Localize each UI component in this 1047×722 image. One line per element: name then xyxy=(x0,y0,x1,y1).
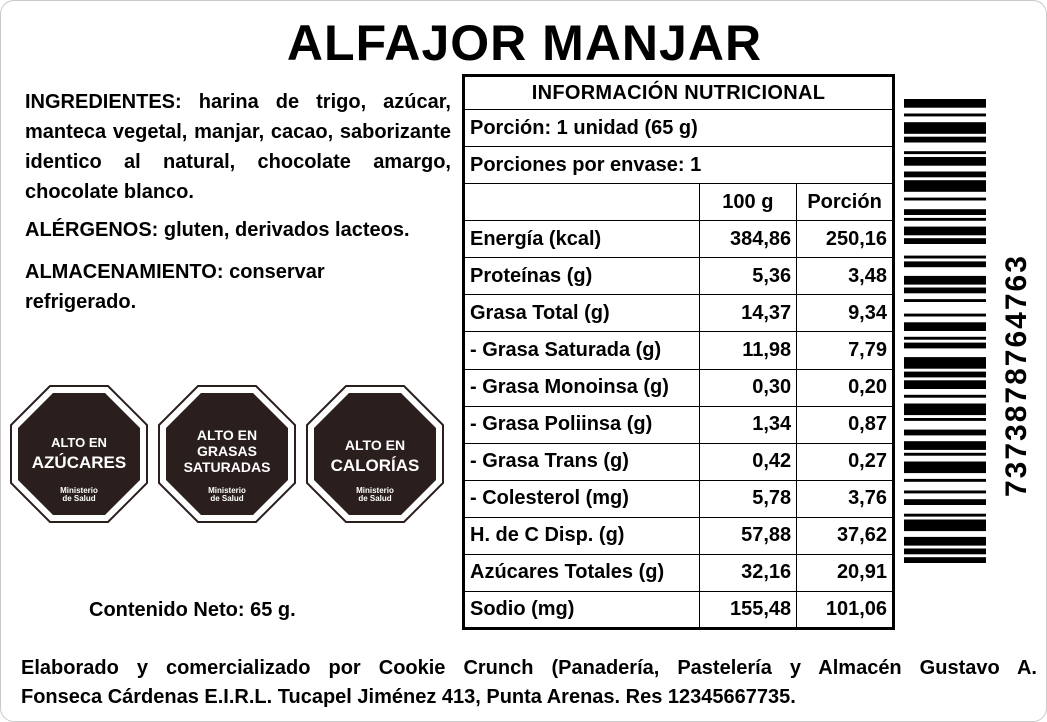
seal-authority xyxy=(187,487,267,503)
barcode-bar xyxy=(904,430,986,436)
nutrient-name: Proteínas (g) xyxy=(464,258,700,295)
nutrition-rows xyxy=(464,221,894,629)
nutrient-row xyxy=(464,406,894,443)
nutrient-row xyxy=(464,554,894,591)
servings-per-container: Porciones por envase: 1 xyxy=(464,147,894,184)
barcode-bar xyxy=(904,537,986,546)
barcode-bar xyxy=(904,198,986,201)
nutrition-facts-table xyxy=(462,74,895,630)
serving-size: Porción: 1 unidad (65 g) xyxy=(464,110,894,147)
column-header-100g: 100 g xyxy=(699,184,797,221)
barcode-bar xyxy=(904,520,986,532)
nutrient-row xyxy=(464,332,894,369)
net-content: Contenido Neto: 65 g. xyxy=(89,599,296,621)
nutrient-per-100g: 384,86 xyxy=(699,221,797,258)
footer-line2: Fonseca Cárdenas E.I.R.L. Tucapel Jiménez 413, Punta Arenas. Res 12345667735. xyxy=(21,686,796,708)
barcode-bar xyxy=(904,549,986,555)
column-header-row xyxy=(464,184,894,221)
seal-line1: ALTO EN xyxy=(51,435,107,450)
nutrient-per-portion: 3,76 xyxy=(797,480,894,517)
nutrient-per-portion: 101,06 xyxy=(797,591,894,628)
column-header-portion: Porción xyxy=(797,184,894,221)
seal-alto-calorias xyxy=(305,384,445,524)
barcode-bar xyxy=(904,99,986,108)
nutrient-per-100g: 1,34 xyxy=(699,406,797,443)
nutrient-row xyxy=(464,443,894,480)
barcode-bar xyxy=(904,209,986,215)
nutrient-name: Sodio (mg) xyxy=(464,591,700,628)
seal-authority-line1: Ministerio xyxy=(356,486,394,495)
nutrient-per-100g: 57,88 xyxy=(699,517,797,554)
barcode-bar xyxy=(904,372,986,378)
barcode-bar xyxy=(904,479,986,482)
barcode-bar xyxy=(904,299,986,302)
nutrient-name: - Grasa Trans (g) xyxy=(464,443,700,480)
nutrient-per-100g: 0,30 xyxy=(699,369,797,406)
barcode-bar xyxy=(904,288,986,294)
seal-authority-line1: Ministerio xyxy=(60,486,98,495)
nutrient-row xyxy=(464,517,894,554)
barcode-bar xyxy=(904,261,986,267)
barcode-bar xyxy=(904,122,986,134)
nutrient-name: - Grasa Monoinsa (g) xyxy=(464,369,700,406)
seal-alto-azucares xyxy=(9,384,149,524)
serving-row xyxy=(464,110,894,147)
seal-alto-grasas-saturadas xyxy=(157,384,297,524)
seal-line2: GRASAS xyxy=(197,443,257,459)
barcode-bar xyxy=(904,238,986,244)
ingredients-paragraph xyxy=(25,87,451,207)
barcode xyxy=(904,99,988,615)
seal-line3: SATURADAS xyxy=(183,459,271,475)
nutrient-name: - Colesterol (mg) xyxy=(464,480,700,517)
nutrient-per-100g: 5,36 xyxy=(699,258,797,295)
seal-authority xyxy=(335,487,415,503)
barcode-bar xyxy=(904,322,986,331)
column-header-empty xyxy=(464,184,700,221)
octagon-seal-icon xyxy=(305,384,445,524)
nutrient-per-100g: 14,37 xyxy=(699,295,797,332)
footer-line1: Elaborado y comercializado por Cookie Crunch (Panadería, Pastelería y Almacén Gustavo A. xyxy=(21,657,1037,679)
barcode-bar xyxy=(904,276,986,285)
nutrient-name: Energía (kcal) xyxy=(464,221,700,258)
storage-text: conservar refrigerado. xyxy=(25,261,325,313)
storage-paragraph xyxy=(25,257,385,317)
nutrient-per-portion: 3,48 xyxy=(797,258,894,295)
nutrient-per-portion: 7,79 xyxy=(797,332,894,369)
nutrient-name: H. de C Disp. (g) xyxy=(464,517,700,554)
warning-seals xyxy=(9,384,449,524)
barcode-bar xyxy=(904,499,986,505)
nutrient-name: - Grasa Saturada (g) xyxy=(464,332,700,369)
nutrient-per-100g: 5,78 xyxy=(699,480,797,517)
barcode-bar xyxy=(904,491,986,494)
barcode-bar xyxy=(904,453,986,456)
barcode-bar xyxy=(904,314,986,317)
barcode-bar xyxy=(904,395,986,398)
servings-per-container-row xyxy=(464,147,894,184)
barcode-bar xyxy=(904,218,986,221)
nutrient-per-100g: 32,16 xyxy=(699,554,797,591)
ingredients-label: INGREDIENTES: xyxy=(25,91,182,113)
nutrition-title-row xyxy=(464,76,894,110)
storage-label: ALMACENAMIENTO: xyxy=(25,261,224,283)
barcode-bar xyxy=(904,380,986,389)
product-title: ALFAJOR MANJAR xyxy=(286,15,763,71)
barcode-bars-icon xyxy=(904,99,986,615)
nutrient-name: - Grasa Poliinsa (g) xyxy=(464,406,700,443)
nutrient-row xyxy=(464,480,894,517)
seal-authority-line1: Ministerio xyxy=(208,486,246,495)
barcode-bar xyxy=(904,227,986,236)
barcode-bar xyxy=(904,180,986,192)
nutrient-name: Grasa Total (g) xyxy=(464,295,700,332)
nutrient-name: Azúcares Totales (g) xyxy=(464,554,700,591)
nutrient-per-portion: 9,34 xyxy=(797,295,894,332)
barcode-bar xyxy=(904,256,986,259)
allergens-label: ALÉRGENOS: xyxy=(25,219,159,241)
allergens-paragraph xyxy=(25,215,455,245)
seal-authority-line2: de Salud xyxy=(210,494,244,503)
nutrient-per-100g: 11,98 xyxy=(699,332,797,369)
barcode-bar xyxy=(904,343,986,349)
barcode-bar xyxy=(904,462,986,474)
nutrient-per-100g: 0,42 xyxy=(699,443,797,480)
nutrient-per-portion: 250,16 xyxy=(797,221,894,258)
barcode-bar xyxy=(904,357,986,369)
nutrient-row xyxy=(464,591,894,628)
barcode-number: 7373878764763 xyxy=(1000,254,1033,497)
barcode-bar xyxy=(904,441,986,450)
seal-line1: ALTO EN xyxy=(344,437,406,453)
seal-authority-line2: de Salud xyxy=(62,494,96,503)
barcode-bar xyxy=(904,172,986,178)
nutrient-row xyxy=(464,369,894,406)
barcode-bar xyxy=(904,137,986,143)
manufacturer-footer xyxy=(21,654,1037,712)
barcode-bar xyxy=(904,157,986,166)
nutrient-per-portion: 0,87 xyxy=(797,406,894,443)
seal-line2: CALORÍAS xyxy=(330,456,420,475)
nutrient-per-portion: 37,62 xyxy=(797,517,894,554)
nutrient-per-portion: 0,27 xyxy=(797,443,894,480)
barcode-bar xyxy=(904,114,986,117)
seal-authority xyxy=(39,487,119,503)
seal-authority-line2: de Salud xyxy=(358,494,392,503)
seal-line2: AZÚCARES xyxy=(31,453,127,472)
ingredients-text: harina de trigo, azúcar, manteca vegetal, manjar, cacao, saborizante identico al natural, chocolate amargo, chocolate blanco. xyxy=(25,91,451,203)
barcode-bar xyxy=(904,557,986,563)
nutrient-row xyxy=(464,295,894,332)
barcode-bar xyxy=(904,337,986,340)
nutrient-row xyxy=(464,258,894,295)
barcode-bar xyxy=(904,514,986,517)
barcode-bar xyxy=(904,404,986,416)
nutrient-per-portion: 20,91 xyxy=(797,554,894,591)
nutrient-row xyxy=(464,221,894,258)
nutrient-per-100g: 155,48 xyxy=(699,591,797,628)
seal-line1: ALTO EN xyxy=(196,427,258,443)
nutrient-per-portion: 0,20 xyxy=(797,369,894,406)
barcode-bar xyxy=(904,151,986,154)
allergens-text: gluten, derivados lacteos. xyxy=(158,219,410,241)
nutrition-title: INFORMACIÓN NUTRICIONAL xyxy=(464,76,894,110)
barcode-bar xyxy=(904,418,986,421)
